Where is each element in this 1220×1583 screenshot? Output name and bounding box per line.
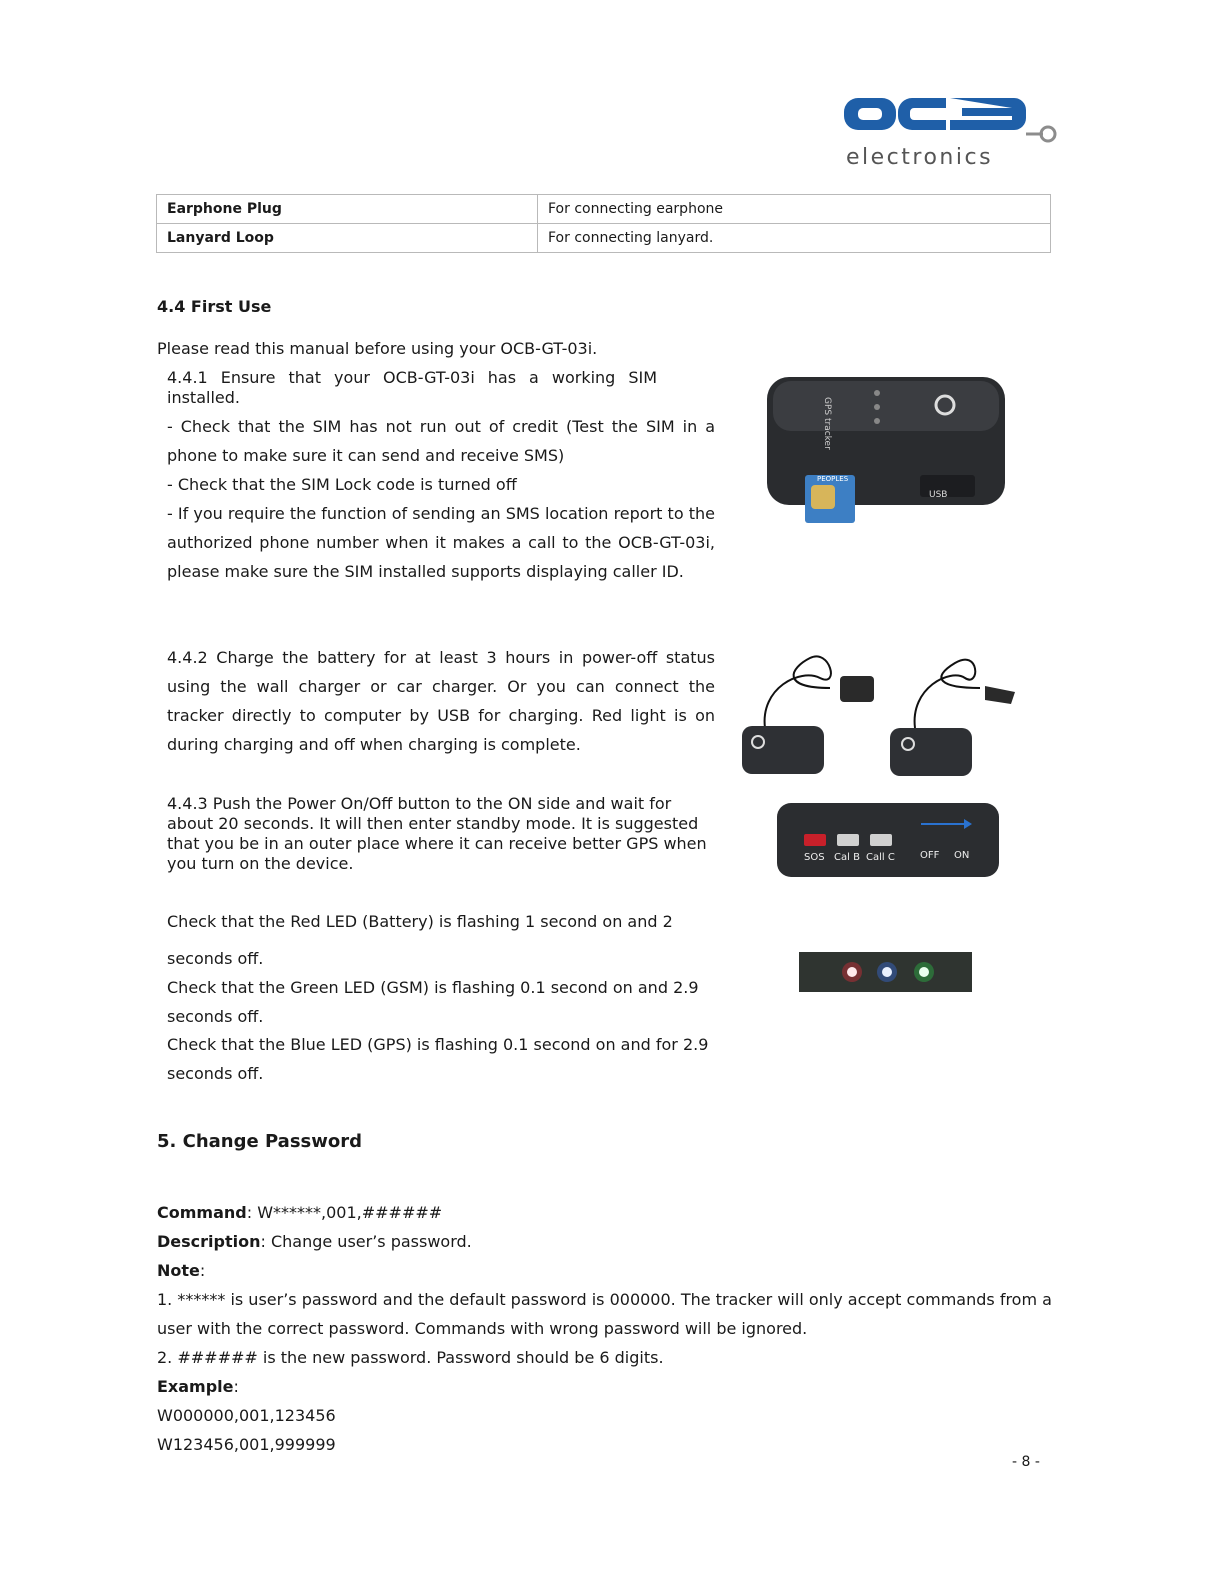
step-441-title: 4.4.1 Ensure that your OCB-GT-03i has a working SIM installed. [167, 368, 657, 407]
usb-label: USB [929, 490, 948, 500]
command-label: Command [157, 1203, 247, 1222]
description-label: Description [157, 1232, 261, 1251]
command-value: : W******,001,###### [246, 1203, 443, 1222]
company-logo [838, 92, 1063, 172]
table-row [157, 195, 1051, 224]
table-value: For connecting lanyard. [538, 224, 1051, 253]
led-check-red: Check that the Red LED (Battery) is flashing 1 second on and 2 [167, 912, 673, 931]
tracker-label: GPS tracker [822, 397, 832, 450]
led-check-red-cont: seconds off. [167, 949, 264, 968]
call-c-label: Call C [866, 852, 895, 863]
section-title: 5. Change Password [157, 1131, 363, 1152]
note-item: 1. ****** is user’s password and the default password is 000000. The tracker will only accept commands from a user with the correct password. Commands with wrong password will be ignored. [157, 1290, 1052, 1338]
table-row [157, 224, 1051, 253]
example-item: W000000,001,123456 [157, 1406, 336, 1425]
tracker-sim-image [765, 375, 1010, 527]
step-441-item: - Check that the SIM has not run out of credit (Test the SIM in a phone to make sure it can send and receive SMS) [167, 417, 715, 465]
command-line [157, 1198, 442, 1227]
description-line [157, 1227, 472, 1256]
table-key: Lanyard Loop [157, 224, 538, 253]
example-colon: : [233, 1377, 239, 1396]
example-line [157, 1372, 239, 1401]
led-check-green: Check that the Green LED (GSM) is flashing 0.1 second on and 2.9 seconds off. [167, 978, 699, 1026]
page-number: - 8 - [1012, 1454, 1040, 1470]
note-colon: : [199, 1261, 206, 1280]
component-table [156, 194, 1051, 253]
table-key: Earphone Plug [157, 195, 538, 224]
logo-subtitle: electronics [846, 145, 994, 170]
step-442-text: 4.4.2 Charge the battery for at least 3 hours in power-off status using the wall charger or car charger. Or you can connect the tracker directly to computer by USB for charging. Red light is on during charging and off when charging is complete. [167, 648, 715, 754]
call-b-label: Cal B [834, 852, 860, 863]
note-item: 2. ###### is the new password. Password should be 6 digits. [157, 1348, 664, 1367]
description-value: : Change user’s password. [260, 1232, 472, 1251]
table-value: For connecting earphone [538, 195, 1051, 224]
off-label: OFF [920, 850, 940, 861]
charger-image [740, 648, 1035, 780]
step-443-text: 4.4.3 Push the Power On/Off button to the ON side and wait for about 20 seconds. It will then enter standby mode. It is suggested that you be in an outer place where it can receive better GPS when you turn on the device. [167, 794, 707, 873]
note-label: Note [157, 1261, 200, 1280]
led-check-blue: Check that the Blue LED (GPS) is flashing 0.1 second on and for 2.9 seconds off. [167, 1035, 709, 1083]
on-label: ON [954, 850, 970, 861]
example-item: W123456,001,999999 [157, 1435, 336, 1454]
intro-text: Please read this manual before using your OCB-GT-03i. [157, 339, 598, 358]
led-strip-image [799, 952, 972, 992]
example-label: Example [157, 1377, 234, 1396]
sim-label: PEOPLES [817, 475, 849, 483]
step-441-item: - If you require the function of sending an SMS location report to the authorized phone number when it makes a call to the OCB-GT-03i, please make sure the SIM installed supports displaying caller ID. [167, 504, 715, 581]
step-441-item: - Check that the SIM Lock code is turned off [167, 475, 517, 494]
note-line [157, 1256, 205, 1285]
sos-label: SOS [804, 852, 825, 863]
section-title: 4.4 First Use [157, 297, 272, 316]
buttons-image [776, 802, 1000, 878]
